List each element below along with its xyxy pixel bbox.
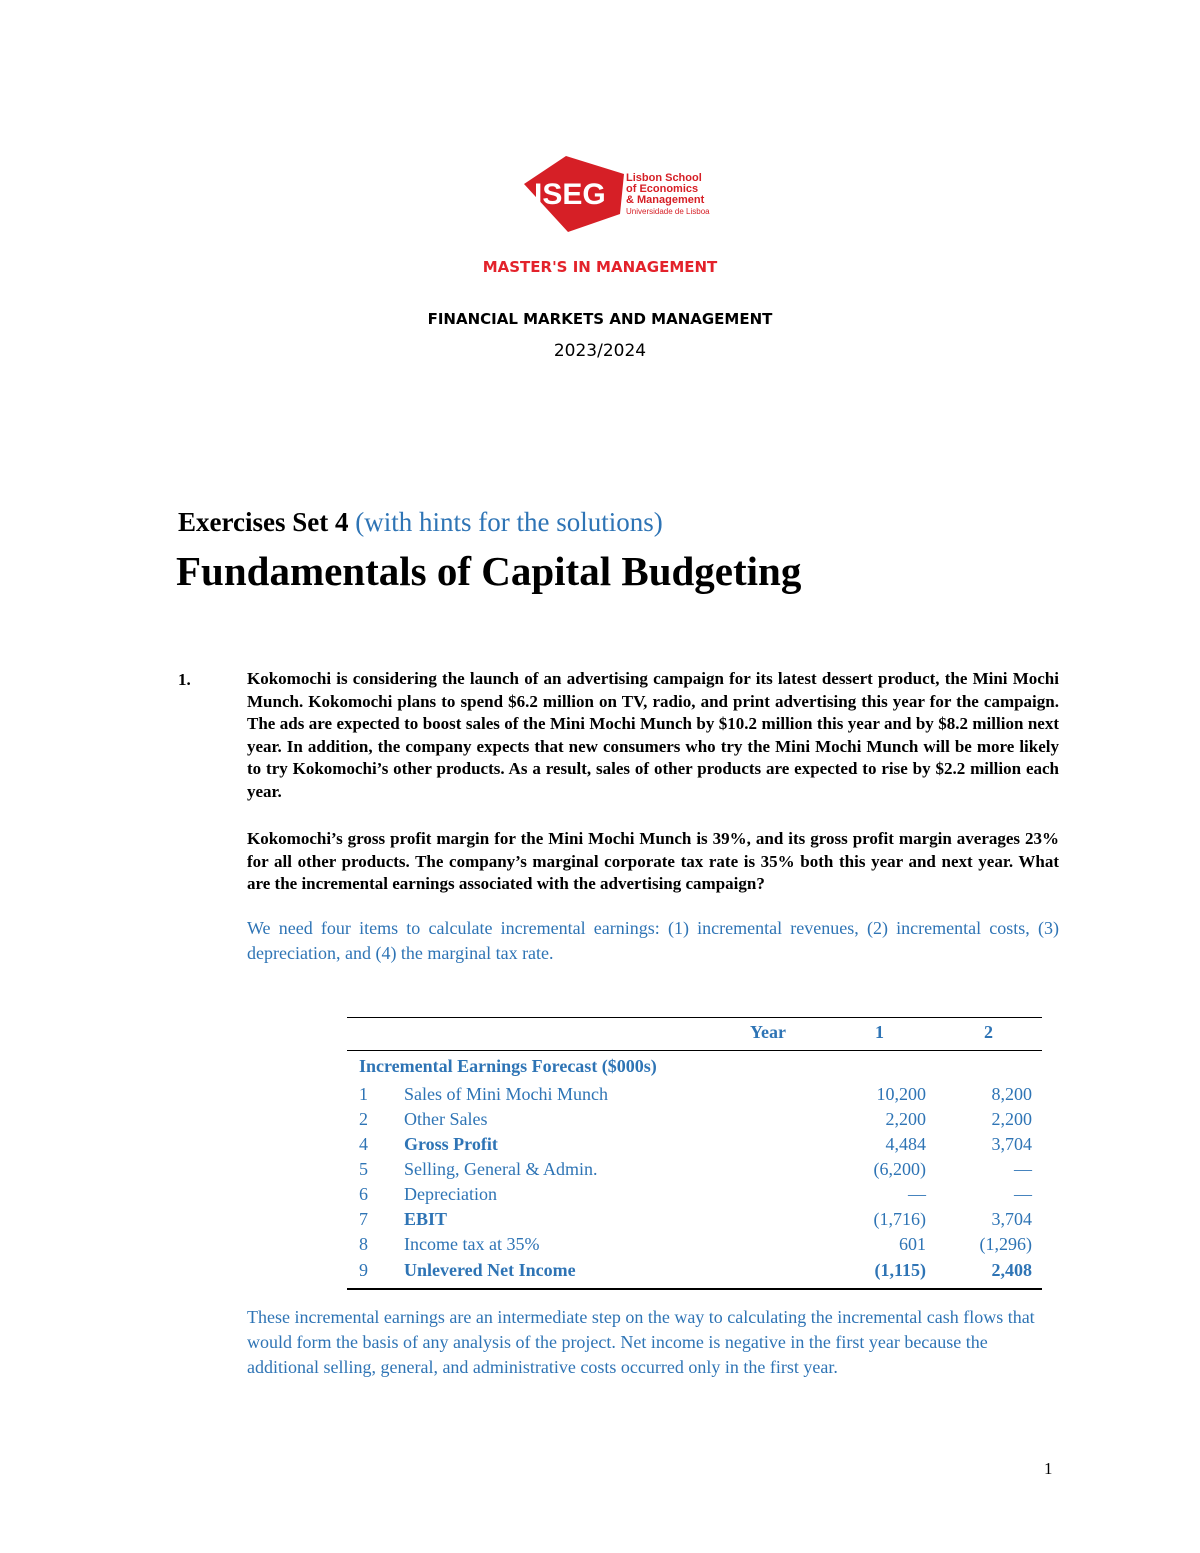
row-value-year-1: 10,200 [876,1084,926,1104]
table-top-rule [347,1017,1042,1018]
document-title: Fundamentals of Capital Budgeting [176,548,802,594]
row-value-year-2: 8,200 [991,1084,1032,1104]
row-value-year-2: — [1014,1159,1032,1179]
logo-line-3: & Management [626,194,705,206]
iseg-logo-mark [524,156,628,232]
row-label: Selling, General & Admin. [404,1159,598,1179]
table-row [347,1184,1042,1209]
logo-line-1: Lisbon School [626,172,702,184]
row-number: 8 [359,1234,368,1254]
table-bottom-rule [347,1288,1042,1290]
row-value-year-2: — [1014,1184,1032,1204]
page-number: 1 [1044,1459,1053,1478]
exercise-set-line [178,507,663,538]
row-value-year-2: 3,704 [991,1209,1032,1229]
hint-paragraph-1: We need four items to calculate incremental earnings: (1) incremental revenues, (2) incremental costs, (3) depreciation, and (4) the marginal tax rate. [247,918,1059,963]
row-number: 5 [359,1159,368,1179]
logo-line-2: of Economics [626,183,699,195]
row-number: 1 [359,1084,368,1104]
row-value-year-1: 2,200 [885,1109,926,1129]
exercise-set-hint: (with hints for the solutions) [355,507,663,537]
course-title: FINANCIAL MARKETS AND MANAGEMENT [427,310,773,328]
table-row [347,1084,1042,1109]
row-value-year-1: — [908,1184,926,1204]
program-title: MASTER'S IN MANAGEMENT [482,258,718,276]
row-label: Unlevered Net Income [404,1260,576,1280]
row-label: Income tax at 35% [404,1234,540,1254]
row-label: Sales of Mini Mochi Munch [404,1084,608,1104]
row-value-year-2: 3,704 [991,1134,1032,1154]
logo-text [626,173,710,217]
row-label: Depreciation [404,1184,497,1204]
table-row [347,1209,1042,1234]
logo-mark-text: ISEG [534,178,606,211]
row-number: 6 [359,1184,368,1204]
row-value-year-2: 2,408 [991,1260,1032,1280]
table-row [347,1109,1042,1134]
row-number: 2 [359,1109,368,1129]
exercise-set-title: Exercises Set 4 [178,507,349,537]
row-number: 7 [359,1209,368,1229]
table-header-col-1: 1 [875,1022,884,1042]
question-paragraph-2: Kokomochi’s gross profit margin for the Mini Mochi Munch is 39%, and its gross profit margin averages 23% for all other products. The company’s marginal corporate tax rate is 35% both this year and next year. What are the incremental earnings associated with the advertising campaign? [247,829,1059,893]
row-value-year-1: (1,115) [874,1260,926,1280]
row-label: EBIT [404,1209,448,1229]
table-row [347,1134,1042,1159]
table-row [347,1159,1042,1184]
row-value-year-2: 2,200 [991,1109,1032,1129]
academic-year: 2023/2024 [553,341,647,361]
table-header-year: Year [750,1022,786,1042]
table-row-total [347,1260,1042,1285]
table-row [347,1234,1042,1259]
row-number: 9 [359,1260,368,1280]
table-caption: Incremental Earnings Forecast ($000s) [359,1056,657,1076]
logo-line-4: Universidade de Lisboa [626,207,710,216]
row-value-year-1: (6,200) [873,1159,926,1179]
row-value-year-1: 4,484 [885,1134,926,1154]
row-value-year-1: (1,716) [873,1209,926,1229]
row-value-year-1: 601 [899,1234,926,1254]
question-paragraph-1: Kokomochi is considering the launch of an advertising campaign for its latest dessert product, the Mini Mochi Munch. Kokomochi plans to spend $6.2 million on TV, radio, and print advertising this year for the campaign. The ads are expected to boost sales of the Mini Mochi Munch by $10.2 million this year and by $8.2 million next year. In addition, the company expects that new consumers who try the Mini Mochi Munch will be more likely to try Kokomochi’s other products. As a result, sales of other products are expected to rise by $2.2 million each year. [247,669,1059,801]
table-header-rule [347,1050,1042,1051]
hint-paragraph-2: These incremental earnings are an intermediate step on the way to calculating the incremental cash flows that would form the basis of any analysis of the project. Net income is negative in the first year because the additional selling, general, and administrative costs occurred only in the first year. [247,1307,1035,1377]
table-header-col-2: 2 [984,1022,993,1042]
row-label: Other Sales [404,1109,488,1129]
question-number: 1. [178,670,191,689]
row-value-year-2: (1,296) [979,1234,1032,1254]
row-label: Gross Profit [404,1134,498,1154]
row-number: 4 [359,1134,368,1154]
